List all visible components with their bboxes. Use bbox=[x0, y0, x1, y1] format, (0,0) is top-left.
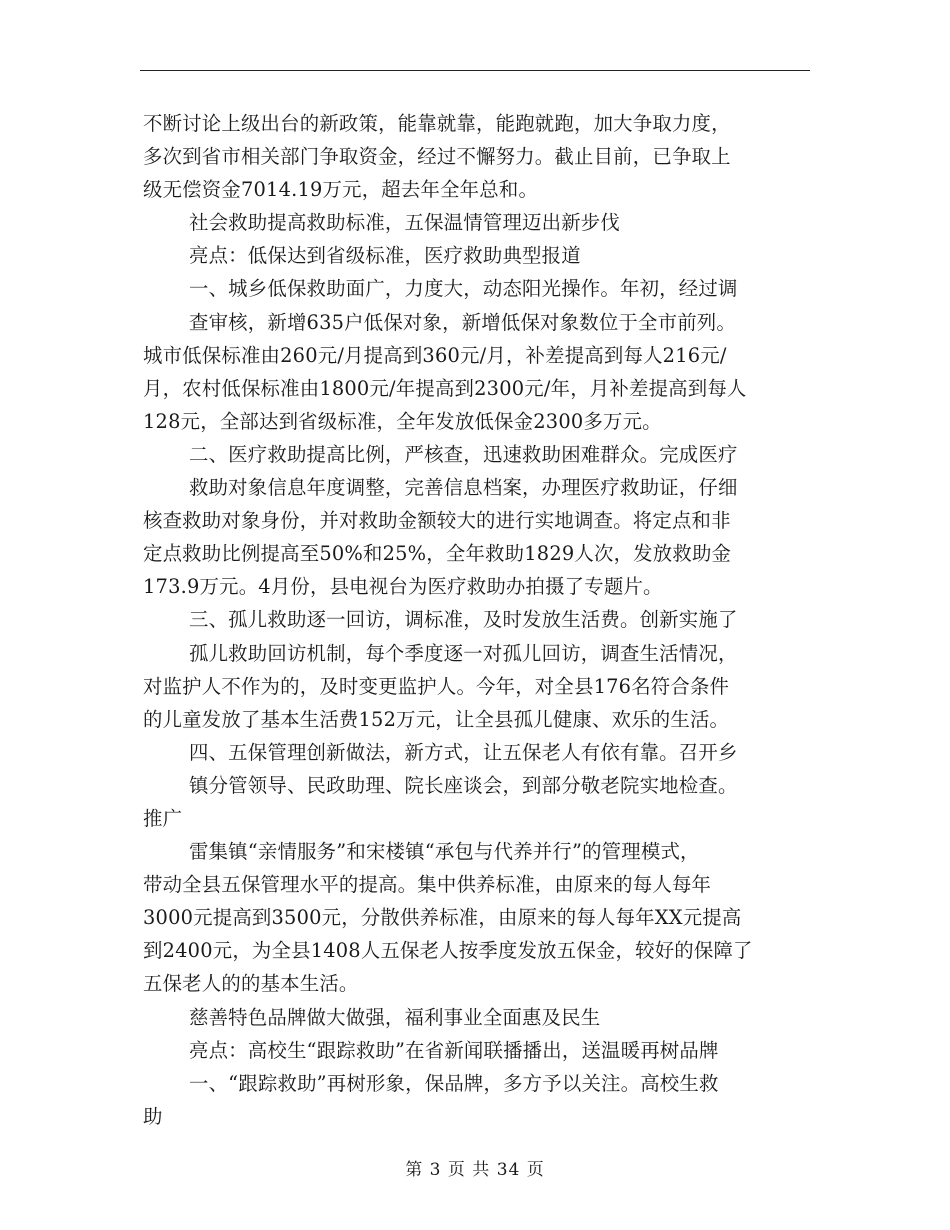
highlight-line: 亮点：低保达到省级标准，医疗救助典型报道 bbox=[189, 244, 581, 268]
document-body bbox=[143, 107, 823, 1133]
text-line: 173.9万元。4月份，县电视台为医疗救助办拍摄了专题片。 bbox=[143, 575, 663, 599]
text-line: 救助对象信息年度调整，完善信息档案，办理医疗救助证，仔细 bbox=[189, 476, 738, 500]
text-line: 城市低保标准由260元/月提高到360元/月，补差提高到每人216元/ bbox=[143, 343, 727, 367]
text-line: 二、医疗救助提高比例，严核查，迅速救助困难群众。完成医疗 bbox=[189, 442, 738, 466]
text-line: 核查救助对象身份，并对救助金额较大的进行实地调查。将定点和非 bbox=[143, 509, 731, 533]
highlight-line: 亮点：高校生“跟踪救助”在省新闻联播播出，送温暖再树品牌 bbox=[189, 1038, 719, 1062]
text-line: 带动全县五保管理水平的提高。集中供养标准，由原来的每人每年 bbox=[143, 873, 712, 897]
text-line: 五保老人的的基本生活。 bbox=[143, 972, 359, 996]
text-line: 镇分管领导、民政助理、院长座谈会，到部分敬老院实地检查。 bbox=[189, 773, 738, 797]
text-line: 月，农村低保标准由1800元/年提高到2300元/年，月补差提高到每人 bbox=[143, 376, 747, 400]
header-rule bbox=[140, 70, 810, 71]
text-line: 多次到省市相关部门争取资金，经过不懈努力。截止目前，已争取上 bbox=[143, 145, 731, 169]
section-heading: 社会救助提高救助标准，五保温情管理迈出新步伐 bbox=[189, 211, 620, 235]
text-line: 推广 bbox=[143, 806, 183, 830]
text-line: 一、“跟踪救助”再树形象，保品牌，多方予以关注。高校生救 bbox=[189, 1071, 719, 1095]
text-line: 128元，全部达到省级标准，全年发放低保金2300多万元。 bbox=[143, 409, 662, 433]
text-line: 三、孤儿救助逐一回访，调标准，及时发放生活费。创新实施了 bbox=[189, 608, 738, 632]
text-line: 孤儿救助回访机制，每个季度逐一对孤儿回访，调查生活情况， bbox=[189, 641, 738, 665]
text-line: 3000元提高到3500元，分散供养标准，由原来的每人每年XX元提高 bbox=[143, 906, 742, 930]
text-line: 四、五保管理创新做法，新方式，让五保老人有依有靠。召开乡 bbox=[189, 740, 738, 764]
page-number-footer: 第 3 页 共 34 页 bbox=[405, 1160, 545, 1180]
text-line: 的儿童发放了基本生活费152万元，让全县孤儿健康、欢乐的生活。 bbox=[143, 707, 730, 731]
text-line: 助 bbox=[143, 1104, 163, 1128]
text-line: 到2400元，为全县1408人五保老人按季度发放五保金，较好的保障了 bbox=[143, 939, 753, 963]
text-line: 雷集镇“亲情服务”和宋楼镇“承包与代养并行”的管理模式， bbox=[189, 840, 700, 864]
text-line: 不断讨论上级出台的新政策，能靠就靠，能跑就跑，加大争取力度， bbox=[143, 112, 731, 135]
text-line: 级无偿资金7014.19万元，超去年全年总和。 bbox=[143, 178, 539, 202]
text-line: 一、城乡低保救助面广，力度大，动态阳光操作。年初，经过调 bbox=[189, 277, 738, 301]
text-line: 定点救助比例提高至50%和25%，全年救助1829人次，发放救助金 bbox=[143, 542, 732, 566]
text-line: 对监护人不作为的，及时变更监护人。今年，对全县176名符合条件 bbox=[143, 674, 730, 698]
text-line: 查审核，新增635户低保对象，新增低保对象数位于全市前列。 bbox=[189, 310, 736, 334]
section-heading: 慈善特色品牌做大做强，福利事业全面惠及民生 bbox=[189, 1005, 601, 1029]
